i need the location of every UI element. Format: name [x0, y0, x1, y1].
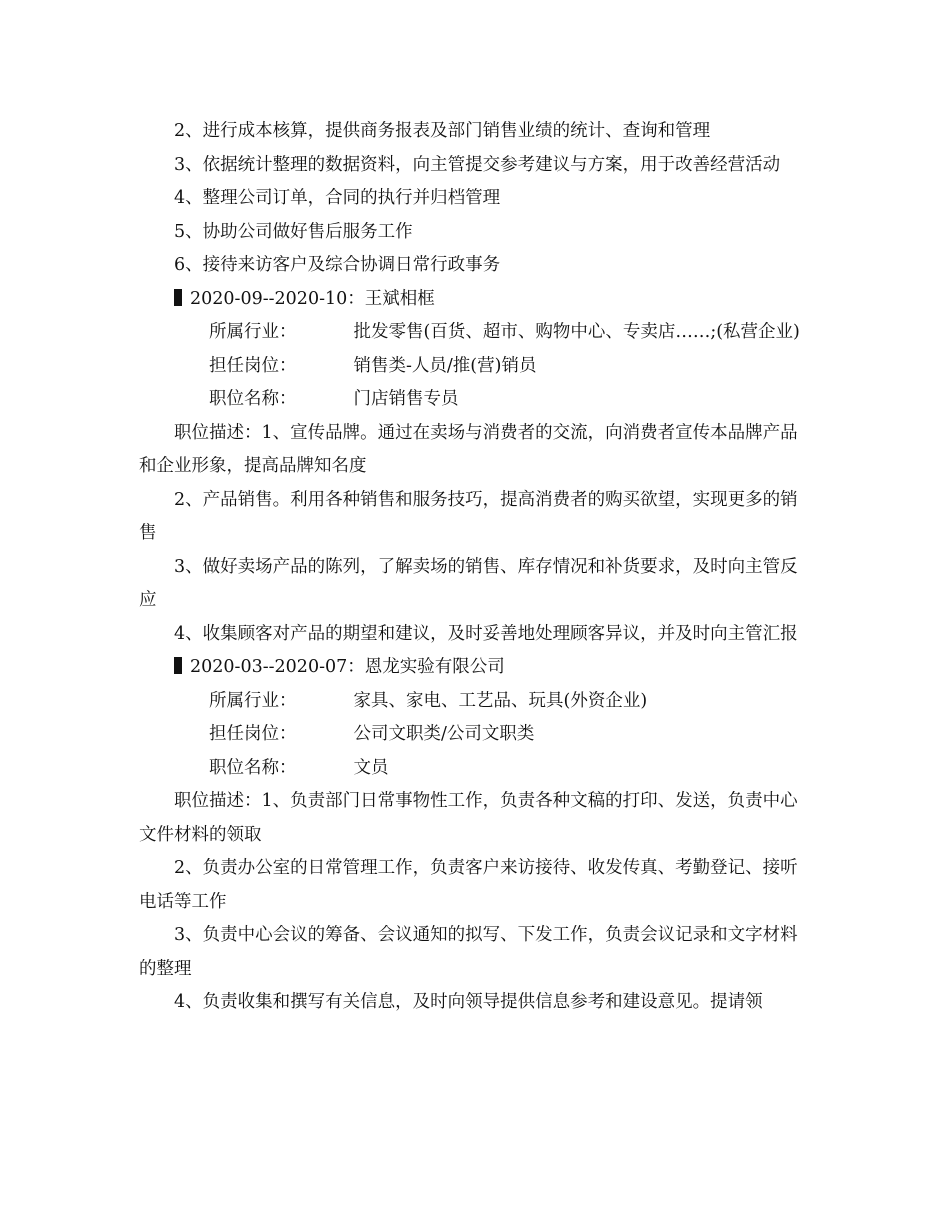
job-description-item: 3、做好卖场产品的陈列，了解卖场的销售、库存情况和补货要求，及时向主管反应: [139, 556, 798, 610]
job-description-item: 2、产品销售。利用各种销售和服务技巧，提高消费者的购买欲望，实现更多的销售: [139, 489, 798, 543]
position-title-row: [139, 752, 813, 786]
job-entry-title: 2020-09--2020-10：王斌相框: [190, 288, 435, 309]
position-title-label: 职位名称：: [209, 389, 297, 409]
job-description-item: 3、负责中心会议的筹备、会议通知的拟写、下发工作，负责会议记录和文字材料的整理: [139, 925, 798, 979]
position-title-label: 职位名称：: [209, 757, 297, 778]
post-label: 担任岗位：: [209, 724, 297, 744]
post-value: 公司文职类/公司文职类: [353, 724, 535, 744]
post-value: 销售类-人员/推(营)销员: [353, 355, 537, 376]
job-description-item: 4、负责收集和撰写有关信息，及时向领导提供信息参考和建设意见。提请领: [174, 992, 763, 1012]
position-title-value: 门店销售专员: [353, 389, 459, 409]
job-entry-title: 2020-03--2020-07：恩龙实验有限公司: [190, 657, 505, 677]
duty-item: 2、进行成本核算，提供商务报表及部门销售业绩的统计、查询和管理: [174, 121, 711, 141]
duty-item: 3、依据统计整理的数据资料，向主管提交参考建议与方案，用于改善经营活动: [174, 154, 781, 175]
position-title-value: 文员: [353, 757, 389, 778]
industry-value: 家具、家电、工艺品、玩具(外资企业): [353, 690, 648, 711]
position-title-row: [139, 383, 813, 417]
job-entry-header: [139, 651, 813, 685]
duty-item: 5、协助公司做好售后服务工作: [174, 221, 413, 242]
document-page: [139, 115, 813, 1020]
post-row: [139, 718, 813, 752]
bullet-marker-icon: [174, 289, 182, 306]
job-description-label: 职位描述：: [174, 422, 262, 443]
duty-item: 6、接待来访客户及综合协调日常行政事务: [174, 255, 501, 275]
post-row: [139, 350, 813, 384]
industry-value: 批发零售(百货、超市、购物中心、专卖店……;(私营企业): [353, 322, 800, 342]
job-description-text: 1、负责部门日常事物性工作，负责各种文稿的打印、发送，负责中心文件材料的领取: [139, 791, 798, 845]
industry-label: 所属行业：: [209, 690, 297, 711]
duty-item: 4、整理公司订单，合同的执行并归档管理: [174, 188, 501, 208]
industry-row: [139, 316, 813, 350]
industry-label: 所属行业：: [209, 322, 297, 342]
job-description-label: 职位描述：: [174, 791, 262, 811]
job-entry-header: [139, 283, 813, 317]
job-description-item: [139, 417, 813, 484]
job-description-text: 1、宣传品牌。通过在卖场与消费者的交流，向消费者宣传本品牌产品和企业形象，提高品牌知名度: [139, 422, 798, 476]
job-description-item: 2、负责办公室的日常管理工作，负责客户来访接待、收发传真、考勤登记、接听电话等工作: [139, 858, 798, 912]
job-description-item: 4、收集顾客对产品的期望和建议，及时妥善地处理顾客异议，并及时向主管汇报: [174, 623, 798, 644]
industry-row: [139, 685, 813, 719]
post-label: 担任岗位：: [209, 355, 297, 376]
bullet-marker-icon: [174, 657, 182, 674]
job-description-item: [139, 785, 813, 852]
